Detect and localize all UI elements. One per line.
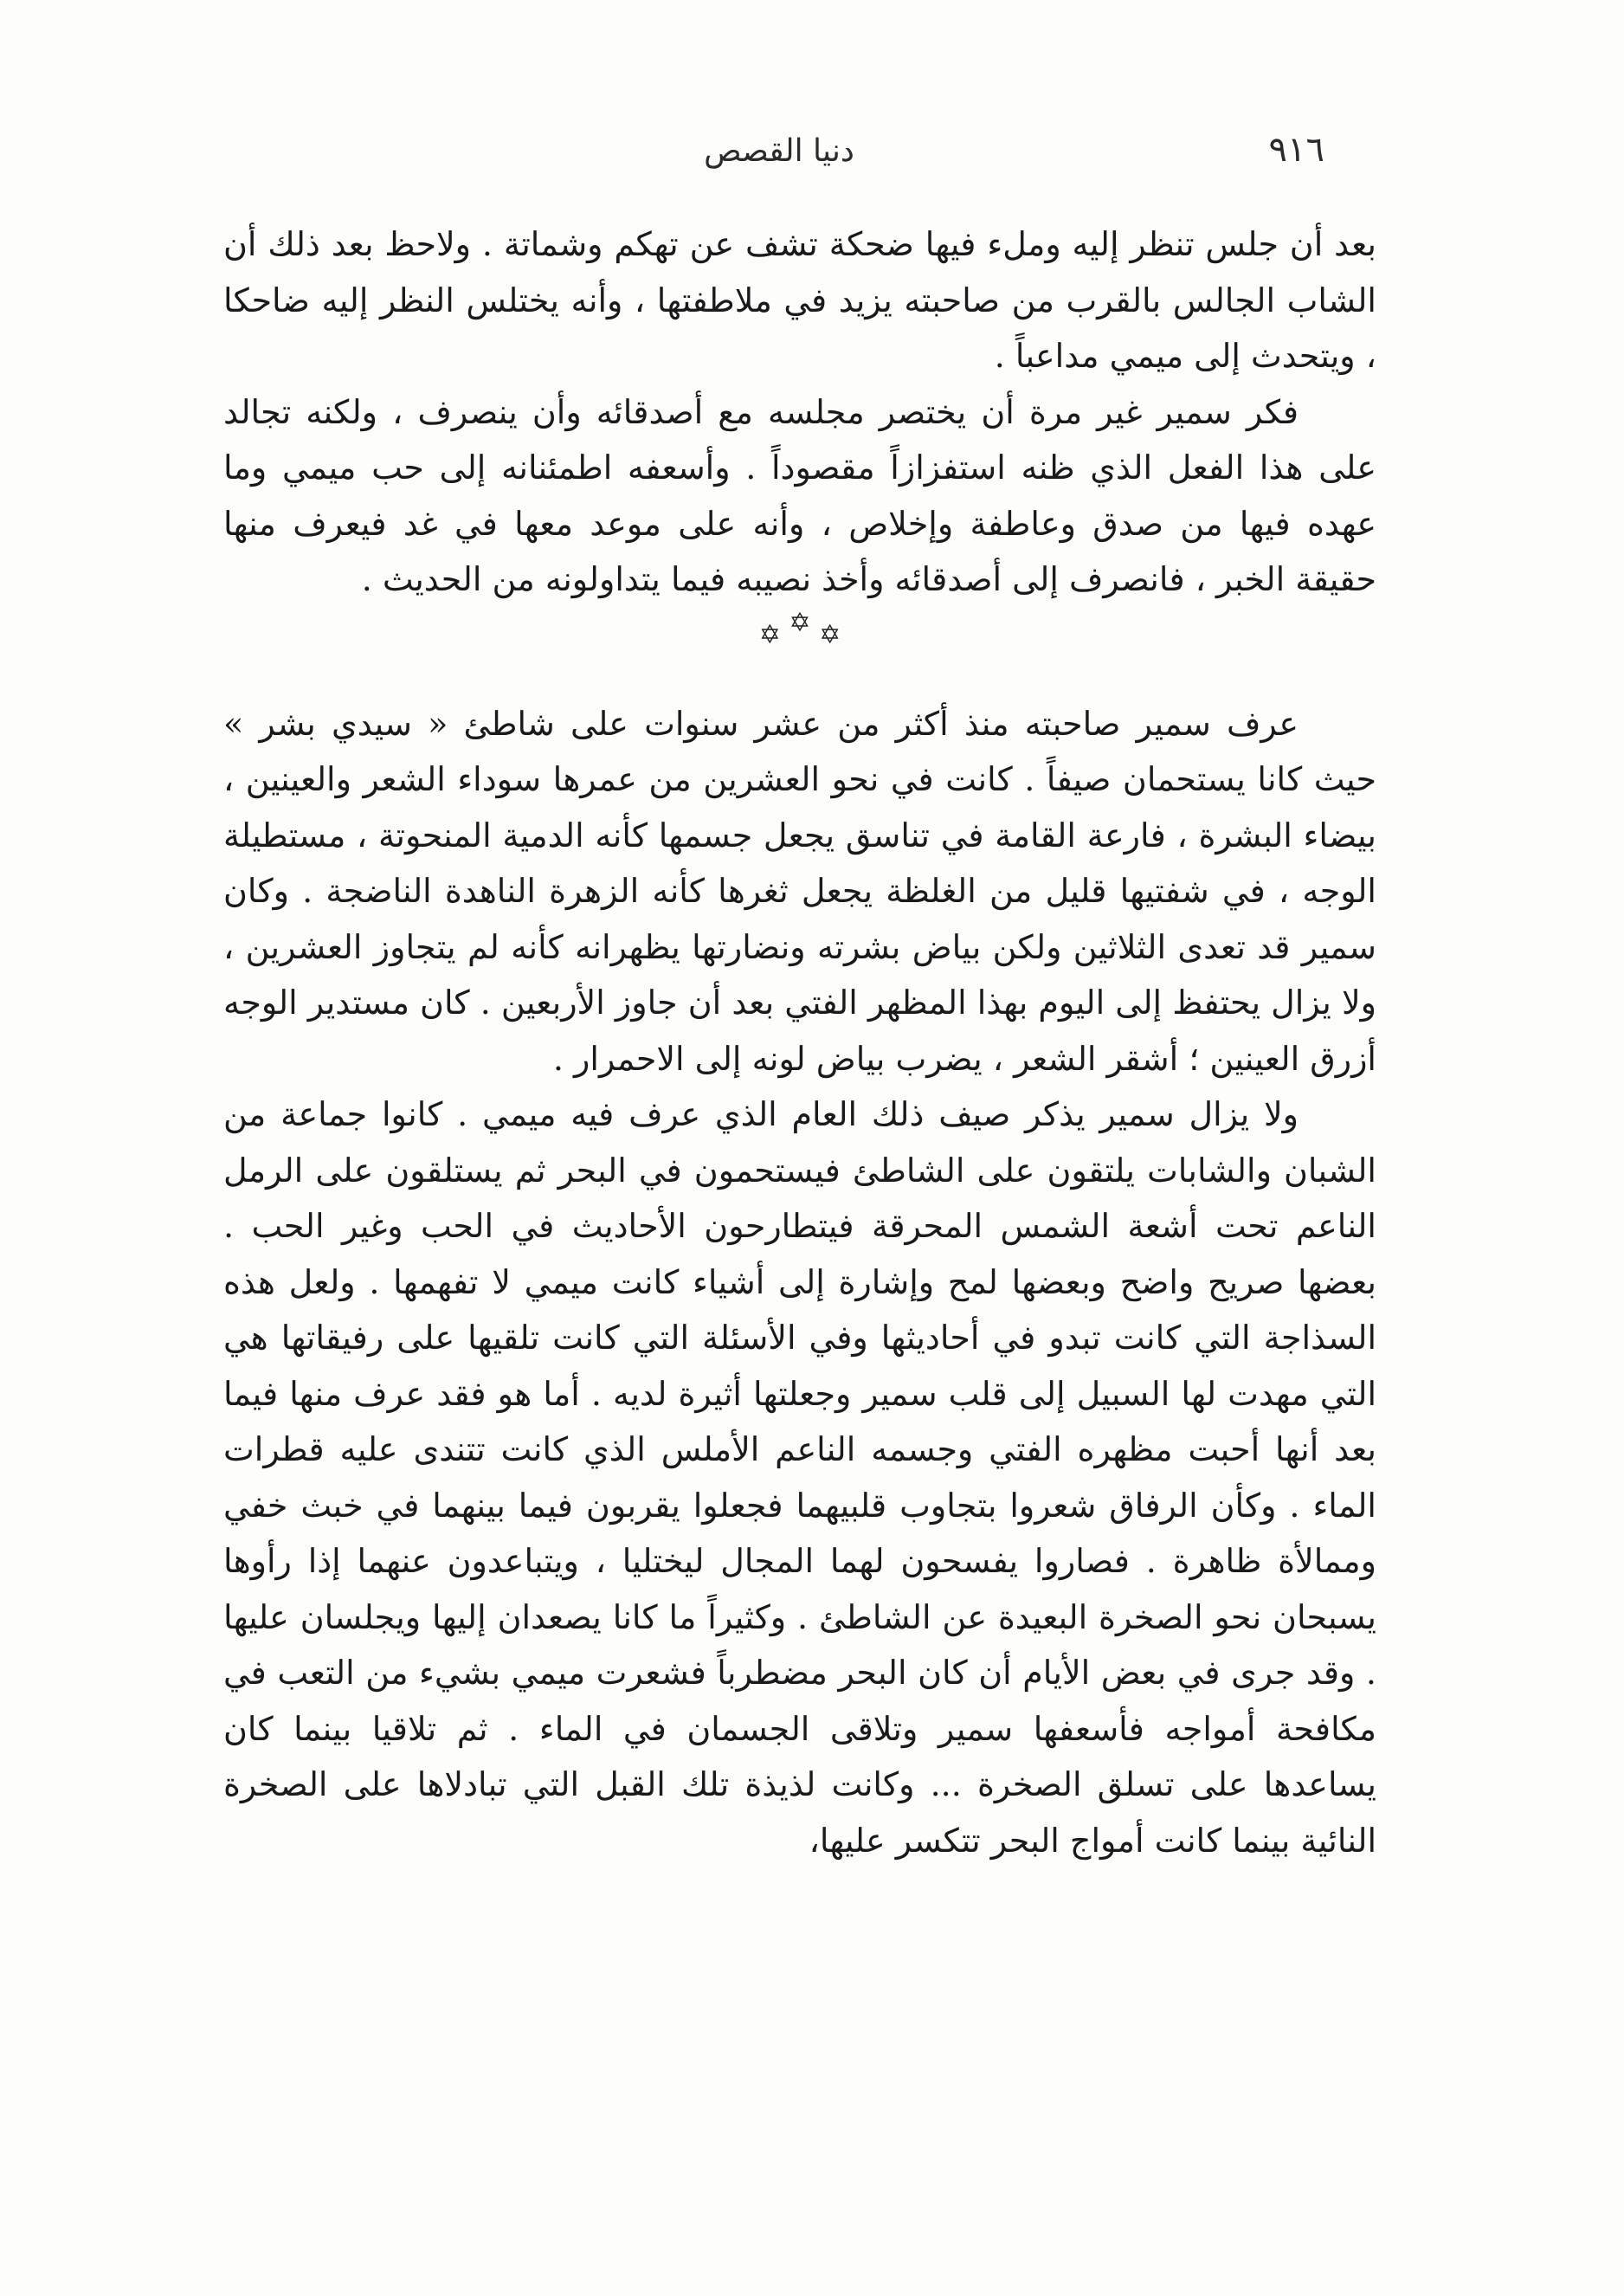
star-icon: ✡ [819,619,841,650]
paragraph: بعد أن جلس تنظر إليه وملء فيها ضحكة تشف عن تهكم وشماتة . ولاحظ بعد ذلك أن الشاب الجالس بالقرب من صاحبته يزيد في ملاطفتها ، وأنه يختلس النظر إليه ضاحكا ، ويتحدث إلى ميمي مداعباً . [223,225,1376,375]
paragraph: ولا يزال سمير يذكر صيف ذلك العام الذي عرف فيه ميمي . كانوا جماعة من الشبان والشابات يلتقون على الشاطئ فيستحمون في البحر ثم يستلقون على الرمل الناعم تحت أشعة الشمس المحرقة فيتطارحون الأحاديث في الحب وغير الحب . بعضها صريح واضح وبعضها لمح وإشارة إلى أشياء كانت ميمي لا تفهمها . ولعل هذه السذاجة التي كانت تبدو في أحاديثها وفي الأسئلة التي كانت تلقيها على رفيقاتها هي التي مهدت لها السبيل إلى قلب سمير وجعلتها أثيرة لديه . أما هو فقد عرف منها فيما بعد أنها أحبت مظهره الفتي وجسمه الناعم الأملس الذي كانت تتندى عليه قطرات الماء . وكأن الرفاق شعروا بتجاوب قلبيهما فجعلوا يقربون فيما بينهما في خبث خفي وممالأة ظاهرة . فصاروا يفسحون لهما المجال ليختليا ، ويتباعدون عنهما إذا رأوها يسبحان نحو الصخرة البعيدة عن الشاطئ . وكثيراً ما كانا يصعدان إليها ويجلسان عليها . وقد جرى في بعض الأيام أن كان البحر مضطرباً فشعرت ميمي بشيء من التعب في مكافحة أمواجه فأسعفها سمير وتلاقى الجسمان في الماء . ثم تلاقيا بينما كان يساعدها على تسلق الصخرة ... وكانت لذيذة تلك القبل التي تبادلاها على الصخرة النائية بينما كانت أمواج البحر تتكسر عليها، [223,1095,1376,1860]
page-number: ٩١٦ [1268,130,1324,170]
section-divider [223,608,1376,696]
star-icon: ✡ [789,607,811,638]
body-text [223,216,1376,1868]
running-title: دنيا القصص [704,133,854,169]
star-icon: ✡ [758,619,781,650]
paragraph: فكر سمير غير مرة أن يختصر مجلسه مع أصدقائه وأن ينصرف ، ولكنه تجالد على هذا الفعل الذي ظنه استفزازاً مقصوداً . وأسعفه اطمئنانه إلى حب ميمي وما عهده فيها من صدق وعاطفة وإخلاص ، وأنه على موعد معها في غد فيعرف منها حقيقة الخبر ، فانصرف إلى أصدقائه وأخذ نصيبه فيما يتداولونه من الحديث . [223,392,1376,598]
page-header [234,130,1324,190]
paragraph: عرف سمير صاحبته منذ أكثر من عشر سنوات على شاطئ « سيدي بشر » حيث كانا يستحمان صيفاً . كانت في نحو العشرين من عمرها سوداء الشعر والعينين ، بيضاء البشرة ، فارعة القامة في تناسق يجعل جسمها كأنه الدمية المنحوتة ، مستطيلة الوجه ، في شفتيها قليل من الغلظة يجعل ثغرها كأنه الزهرة الناهدة الناضجة . وكان سمير قد تعدى الثلاثين ولكن بياض بشرته ونضارتها يظهرانه كأنه لم يتجاوز العشرين ، ولا يزال يحتفظ إلى اليوم بهذا المظهر الفتي بعد أن جاوز الأربعين . كان مستدير الوجه أزرق العينين ؛ أشقر الشعر ، يضرب بياض لونه إلى الاحمرار . [223,704,1376,1078]
